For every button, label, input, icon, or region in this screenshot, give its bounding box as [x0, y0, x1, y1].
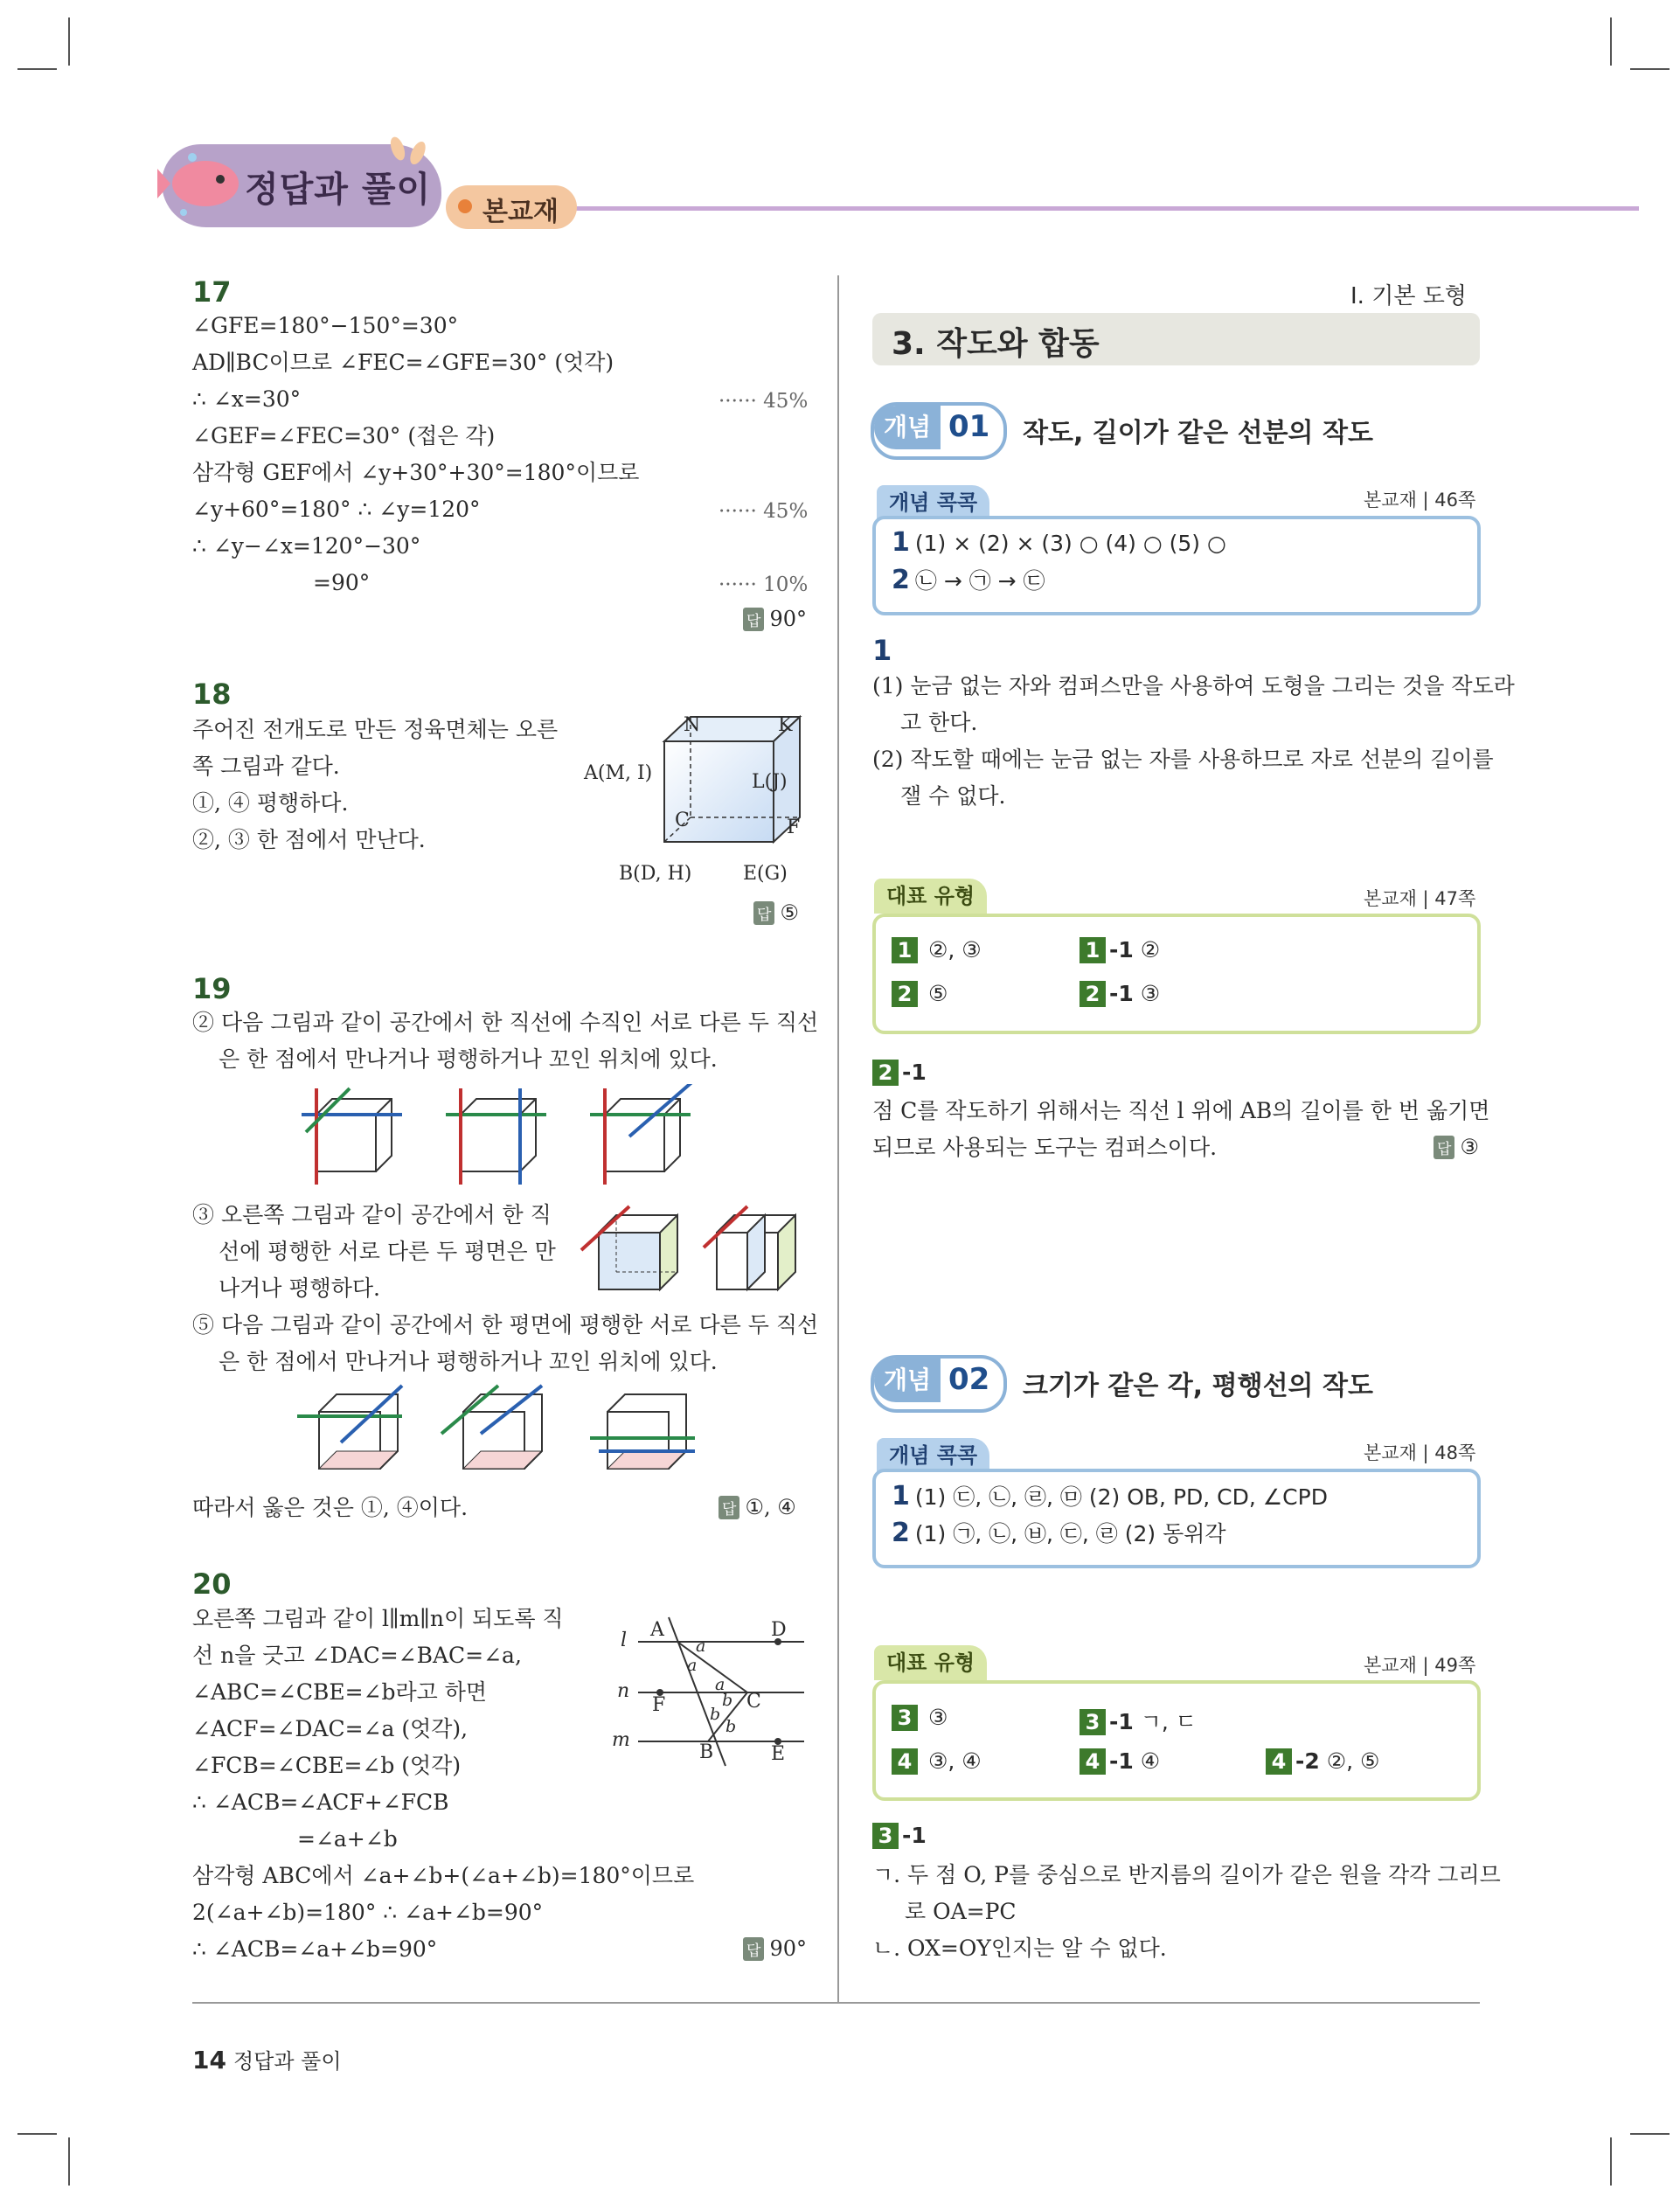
dp-label: 대표 유형 [874, 879, 987, 914]
dp-box [872, 914, 1481, 1034]
p17-line: ∴ ∠x=30° [192, 386, 302, 412]
angle-label: a [696, 1637, 706, 1656]
angle-label: a [687, 1656, 698, 1675]
cube-figure [441, 1386, 542, 1469]
vertex-label: E(G) [743, 863, 788, 885]
p20-line: ∴ ∠ACB=∠ACF+∠FCB [192, 1790, 449, 1815]
kk-row [892, 1480, 1328, 1512]
footer [192, 2044, 342, 2074]
score-percent: ······ 10% [719, 573, 809, 596]
badge: 1 [1080, 937, 1106, 963]
concept-number: 01 [948, 409, 990, 444]
explanation-line: 잴 수 없다. [900, 783, 1006, 809]
angle-label: b [710, 1705, 721, 1724]
solution-line: 되므로 사용되는 도구는 컴퍼스이다. [872, 1135, 1218, 1160]
dp-item [1080, 1748, 1160, 1775]
p18-line: 쪽 그림과 같다. [192, 754, 340, 779]
dp-answer: ③, ④ [927, 1748, 982, 1774]
cube-figure [297, 1386, 402, 1469]
answer-tag: 답 [753, 901, 774, 925]
cube-figure [590, 1394, 695, 1469]
point-label: B [699, 1741, 714, 1763]
p17-line: AD∥BC이므로 ∠FEC=∠GFE=30° (엇각) [192, 350, 614, 375]
crop-mark [1610, 17, 1612, 66]
line-label: n [617, 1680, 630, 1702]
vertex-label: A(M, I) [584, 762, 653, 784]
p18-line: 주어진 전개도로 만든 정육면체는 오른 [192, 717, 559, 742]
problem-18-number: 18 [192, 678, 232, 711]
textbook-ref: 본교재 | 49쪽 [1364, 1655, 1476, 1676]
p20-line: ∴ ∠ACB=∠a+∠b=90° [192, 1936, 438, 1962]
row-number: 1 [892, 1481, 910, 1512]
p19-line: 나거나 평행하다. [219, 1275, 380, 1301]
dp-answer: ③ [1140, 981, 1161, 1006]
point-label: D [771, 1619, 787, 1641]
dp-answer: ② [1140, 937, 1161, 963]
vertex-label: L(J) [752, 771, 788, 793]
p17-line: ∠GEF=∠FEC=30° (접은 각) [192, 423, 496, 448]
line-label: l [621, 1630, 628, 1651]
solution-heading [872, 1823, 927, 1849]
solution-line: 점 C를 작도하기 위해서는 직선 l 위에 AB의 길이를 한 번 옮기면 [872, 1098, 1490, 1123]
crop-mark [17, 2133, 57, 2135]
section-title: 3. 작도와 합동 [892, 326, 1100, 362]
answer-value: ①, ④ [745, 1495, 796, 1519]
p20-line: 선 n을 긋고 ∠DAC=∠BAC=∠a, [192, 1643, 522, 1668]
angle-label: b [725, 1717, 737, 1736]
dp-answer: ④ [1140, 1748, 1161, 1774]
dp-answer: ②, ③ [927, 937, 982, 963]
kk-row [892, 1517, 1226, 1548]
suffix: -1 [1109, 1748, 1134, 1774]
concept-tag: 개념 [874, 1359, 941, 1402]
problem-17-number: 17 [192, 275, 232, 309]
dp-item [892, 1748, 982, 1775]
point-label: F [652, 1694, 666, 1716]
p19-line: 은 한 점에서 만나거나 평행하거나 꼬인 위치에 있다. [219, 1046, 718, 1072]
solution-heading [872, 1060, 927, 1086]
cube-figure [590, 1084, 695, 1185]
solution-line: 로 OA=PC [905, 1899, 1017, 1924]
p19-answer [719, 1495, 796, 1519]
row-answer: (1) ㉢, ㉡, ㉣, ㉤ (2) OB, PD, CD, ∠CPD [914, 1484, 1328, 1510]
suffix: -1 [1109, 937, 1134, 963]
explanation-line: (1) 눈금 없는 자와 컴퍼스만을 사용하여 도형을 그리는 것을 작도라 [872, 673, 1515, 698]
dp-item [1080, 981, 1160, 1007]
dp-answer: ③ [927, 1705, 948, 1730]
tab-dot-icon [458, 199, 472, 213]
p17-line: 삼각형 GEF에서 ∠y+30°+30°=180°이므로 [192, 460, 640, 485]
badge: 3 [1080, 1709, 1106, 1735]
dp-box [872, 1680, 1481, 1801]
vertex-label: B(D, H) [619, 863, 692, 885]
kk-label: 개념 콕콕 [877, 1438, 989, 1473]
line-label: m [612, 1729, 630, 1751]
point-label: A [650, 1619, 664, 1641]
dp-item [892, 937, 982, 963]
p20-line: ∠ACF=∠DAC=∠a (엇각), [192, 1716, 469, 1741]
row-number: 2 [892, 1518, 910, 1548]
vertex-label: N [684, 714, 701, 736]
dp-answer: ⑤ [927, 981, 948, 1006]
crop-mark [68, 2137, 70, 2186]
bottom-rule [192, 2002, 1480, 2004]
column-divider [837, 275, 839, 2002]
p20-line: 삼각형 ABC에서 ∠a+∠b+(∠a+∠b)=180°이므로 [192, 1863, 695, 1888]
textbook-ref: 본교재 | 46쪽 [1364, 490, 1476, 511]
p19-line: 선에 평행한 서로 다른 두 평면은 만 [219, 1239, 556, 1264]
textbook-ref: 본교재 | 48쪽 [1364, 1442, 1476, 1463]
badge: 2 [892, 981, 918, 1007]
dp-answer: ㄱ, ㄷ [1140, 1709, 1197, 1734]
answer-tag: 답 [1434, 1136, 1454, 1159]
p19-line: ② 다음 그림과 같이 공간에서 한 직선에 수직인 서로 다른 두 직선 [192, 1010, 819, 1035]
dp-item [1080, 937, 1160, 963]
suffix: -1 [902, 1060, 927, 1085]
angle-label: a [715, 1675, 725, 1694]
answer-value: 90° [769, 607, 807, 631]
p20-line: =∠a+∠b [297, 1826, 398, 1852]
badge: 4 [892, 1748, 918, 1775]
perpendicular-lines-figure [297, 1084, 699, 1189]
vertex-label: F [787, 817, 801, 838]
badge: 4 [1266, 1748, 1292, 1775]
concept-number: 02 [948, 1362, 990, 1397]
cube-figure [446, 1088, 546, 1185]
badge: 2 [1080, 981, 1106, 1007]
angle-label: b [722, 1691, 733, 1710]
p20-line: 오른쪽 그림과 같이 l∥m∥n이 되도록 직 [192, 1606, 564, 1631]
answer-value: ③ [1460, 1135, 1479, 1159]
suffix: -2 [1295, 1748, 1320, 1774]
crop-mark [1610, 2137, 1612, 2186]
p19-line: 은 한 점에서 만나거나 평행하거나 꼬인 위치에 있다. [219, 1349, 718, 1374]
score-percent: ······ 45% [719, 500, 809, 523]
explanation-line: (2) 작도할 때에는 눈금 없는 자를 사용하므로 자로 선분의 길이를 [872, 747, 1494, 772]
cube-figure [704, 1206, 795, 1289]
point-label: C [746, 1691, 761, 1713]
answer-value: ⑤ [780, 900, 799, 925]
p20-line: ∠ABC=∠CBE=∠b라고 하면 [192, 1679, 488, 1705]
dp-item [1266, 1748, 1379, 1775]
p20-line: ∠FCB=∠CBE=∠b (엇각) [192, 1753, 462, 1778]
p18-answer [753, 900, 799, 925]
parallel-planes-figure [577, 1202, 813, 1298]
crop-mark [1630, 68, 1670, 70]
suffix: -1 [902, 1823, 927, 1848]
p17-answer [743, 607, 807, 631]
row-answer: ㉡ → ㉠ → ㉢ [914, 568, 1045, 594]
score-percent: ······ 45% [719, 390, 809, 413]
p17-line: ∠GFE=180°−150°=30° [192, 313, 459, 338]
badge: 3 [872, 1823, 899, 1849]
problem-19-number: 19 [192, 972, 232, 1005]
crop-mark [68, 17, 70, 66]
concept-tag: 개념 [874, 406, 941, 449]
p18-line: ②, ③ 한 점에서 만난다. [192, 827, 426, 852]
suffix: -1 [1109, 981, 1134, 1006]
header-tab-label: 본교재 [482, 197, 559, 227]
p19-line: ③ 오른쪽 그림과 같이 공간에서 한 직 [192, 1202, 552, 1227]
answer-tag: 답 [719, 1496, 739, 1519]
vertex-label: C [675, 810, 690, 831]
footer-label: 정답과 풀이 [233, 2049, 342, 2074]
kk-label: 개념 콕콕 [877, 485, 989, 520]
kk-row [892, 564, 1045, 595]
parallel-to-plane-figure [293, 1381, 708, 1482]
row-number: 2 [892, 565, 910, 595]
cube-figure [302, 1088, 402, 1185]
concept1-answer [1434, 1135, 1479, 1159]
answer-tag: 답 [743, 1937, 764, 1961]
solution-line: ㄴ. OX=OY인지는 알 수 없다. [872, 1935, 1167, 1961]
explanation-line: 고 한다. [900, 710, 978, 735]
kk-row [892, 527, 1226, 558]
badge: 2 [872, 1060, 899, 1086]
page-number: 14 [192, 2046, 226, 2074]
answer-tag: 답 [743, 608, 764, 631]
row-answer: (1) × (2) × (3) ○ (4) ○ (5) ○ [914, 531, 1226, 556]
concept-title: 크기가 같은 각, 평행선의 작도 [1023, 1371, 1373, 1401]
badge: 4 [1080, 1748, 1106, 1775]
concept-title: 작도, 길이가 같은 선분의 작도 [1023, 418, 1373, 448]
row-number: 1 [892, 527, 910, 558]
dp-label: 대표 유형 [874, 1645, 987, 1680]
suffix: -1 [1109, 1709, 1134, 1734]
p18-line: ①, ④ 평행하다. [192, 790, 349, 816]
p20-line: 2(∠a+∠b)=180° ∴ ∠a+∠b=90° [192, 1900, 544, 1925]
badge: 1 [892, 937, 918, 963]
dp-item [1080, 1705, 1197, 1736]
vertex-label: K [778, 714, 793, 736]
textbook-ref: 본교재 | 47쪽 [1364, 888, 1476, 909]
badge: 3 [892, 1705, 918, 1731]
header-title: 정답과 풀이 [245, 170, 432, 210]
header-rule [573, 206, 1639, 211]
crop-mark [17, 68, 57, 70]
cube-figure [581, 1206, 677, 1289]
p19-line: 따라서 옳은 것은 ①, ④이다. [192, 1495, 469, 1520]
chapter-title: Ⅰ. 기본 도형 [1350, 283, 1467, 309]
dp-answer: ②, ⑤ [1326, 1748, 1380, 1774]
p17-line: =90° [313, 570, 371, 595]
p17-line: ∴ ∠y−∠x=120°−30° [192, 533, 421, 559]
answer-value: 90° [769, 1936, 807, 1961]
p19-line: ⑤ 다음 그림과 같이 공간에서 한 평면에 평행한 서로 다른 두 직선 [192, 1312, 819, 1338]
point-label: E [771, 1743, 786, 1765]
explanation-number: 1 [872, 634, 892, 667]
problem-20-number: 20 [192, 1567, 232, 1601]
p20-answer [743, 1936, 807, 1961]
dp-item [892, 981, 948, 1007]
row-answer: (1) ㉠, ㉡, ㉥, ㉢, ㉣ (2) 동위각 [914, 1521, 1226, 1546]
fish-mascot-icon [157, 144, 253, 223]
solution-line: ㄱ. 두 점 O, P를 중심으로 반지름의 길이가 같은 원을 각각 그리므 [872, 1862, 1501, 1887]
dp-item [892, 1705, 948, 1731]
crop-mark [1630, 2133, 1670, 2135]
p17-line: ∠y+60°=180° ∴ ∠y=120° [192, 497, 481, 522]
